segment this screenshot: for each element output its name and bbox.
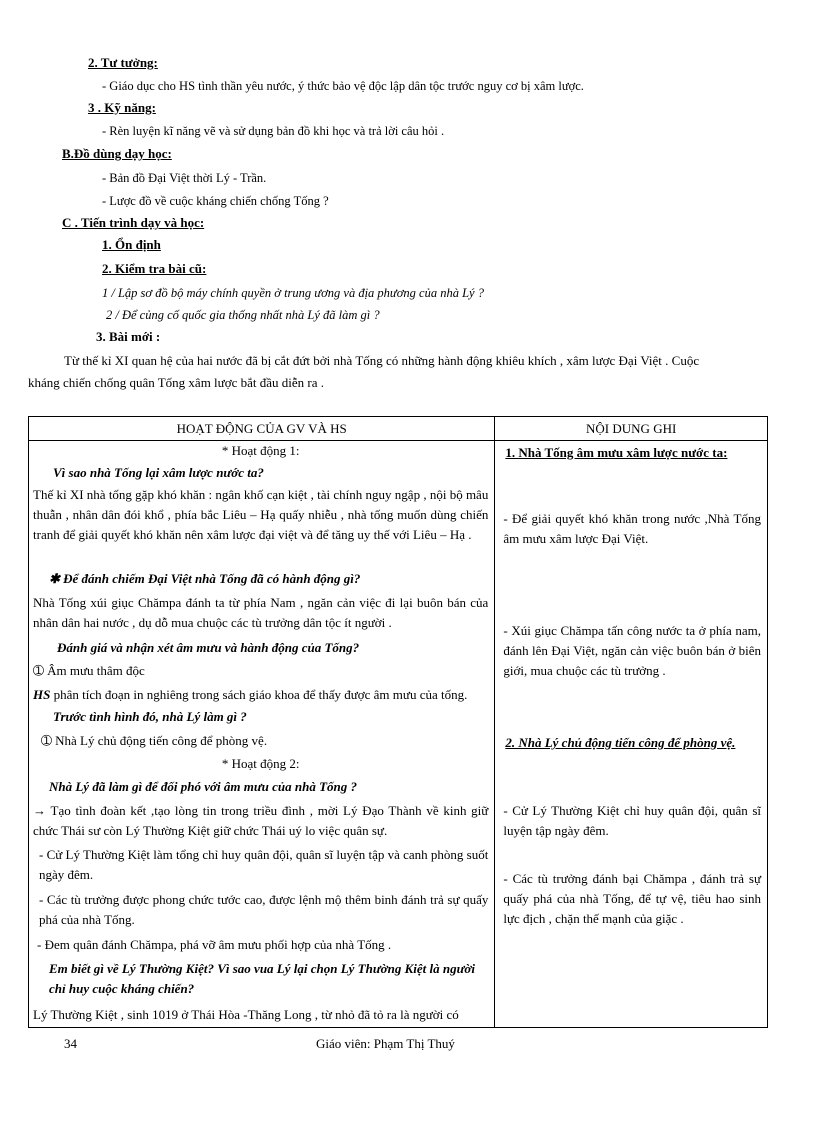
section-2-title: 2. Tư tưởng: bbox=[88, 55, 158, 70]
header-content: NỘI DUNG GHI bbox=[586, 421, 677, 436]
answer-champa: - Đem quân đánh Chămpa, phá vỡ âm mưu phối hợp của nhà Tống . bbox=[37, 937, 392, 952]
answer-evaluate-1: ➀ Âm mưu thâm độc bbox=[33, 663, 145, 678]
content-heading-2: 2. Nhà Lý chủ động tiến công để phòng vệ. bbox=[505, 735, 736, 750]
content-item-3: - Cử Lý Thường Kiệt chỉ huy quân đội, quân sĩ luyện tập ngày đêm. bbox=[503, 803, 761, 838]
content-heading-1: 1. Nhà Tống âm mưu xâm lược nước ta: bbox=[505, 445, 728, 460]
question-1: 1 / Lập sơ đồ bộ máy chính quyền ở trung ương và địa phương của nhà Lý ? bbox=[102, 286, 484, 300]
teacher-name: Giáo viên: Phạm Thị Thuý bbox=[316, 1036, 455, 1051]
answer-evaluate-2-text: phân tích đoạn in nghiêng trong sách giáo khoa để thấy được âm mưu của tống. bbox=[50, 687, 468, 702]
step-3-title: 3. Bài mới : bbox=[96, 329, 161, 344]
answer-actions: Nhà Tống xúi giục Chămpa đánh ta từ phía Nam , ngăn cản việc đi lại buôn bán của nhân dân hai nước , dụ dỗ mua chuộc các tù trưởng dân tộc ít người . bbox=[33, 595, 489, 630]
question-ly-thuong-kiet: Em biết gì về Lý Thường Kiệt? Vì sao vua Lý lại chọn Lý Thường Kiệt là người chỉ huy cuộc kháng chiến? bbox=[49, 961, 475, 996]
intro-paragraph-line-2: kháng chiến chống quân Tống xâm lược bắt đầu diễn ra . bbox=[28, 375, 324, 390]
content-item-1: - Để giải quyết khó khăn trong nước ,Nhà Tống âm mưu xâm lược Đại Việt. bbox=[503, 511, 761, 546]
answer-why-invade: Thế kỉ XI nhà tống gặp khó khăn : ngân khố cạn kiệt , tài chính nguy ngập , nội bộ mâu thuẫn , nhân dân đói khổ , phía bắc Liêu – Hạ quấy nhiễu , nhà tống muốn dùng chiến tranh để giải quyết khó khăn nên xâm lược đại việt và để tăng uy thế với Liêu – Hạ . bbox=[33, 487, 489, 542]
header-activities: HOẠT ĐỘNG CỦA GV VÀ HS bbox=[176, 421, 347, 436]
answer-commander: - Cử Lý Thường Kiệt làm tổng chỉ huy quân đội, quân sĩ luyện tập và canh phòng suốt ngày đêm. bbox=[39, 847, 489, 882]
question-why-invade: Vì sao nhà Tống lại xâm lược nước ta? bbox=[53, 465, 264, 480]
section-3-text: - Rèn luyện kĩ năng vẽ và sử dụng bản đồ khi học và trả lời câu hỏi . bbox=[102, 124, 445, 138]
activities-column bbox=[29, 441, 495, 1028]
hs-label: HS bbox=[33, 687, 51, 702]
section-b-item-1: - Bản đồ Đại Việt thời Lý - Trần. bbox=[102, 171, 267, 185]
content-item-2: - Xúi giục Chămpa tấn công nước ta ở phía nam, đánh lên Đại Việt, ngăn cản việc buôn bán ở biên giới, mua chuộc các tù trưởng . bbox=[503, 623, 761, 678]
header-right-cell bbox=[495, 417, 768, 441]
question-actions: ✱ Để đánh chiếm Đại Việt nhà Tống đã có hành động gì? bbox=[49, 571, 361, 586]
answer-unity: → Tạo tình đoàn kết ,tạo lòng tin trong triều đình , mời Lý Đạo Thành về kinh giữ chức Thái sư còn Lý Thường Kiệt giữ chức Thái uý lo việc quân sự. bbox=[33, 803, 489, 838]
section-b-item-2: - Lược đồ về cuộc kháng chiến chống Tống ? bbox=[102, 194, 329, 208]
question-before: Trước tình hình đó, nhà Lý làm gì ? bbox=[53, 709, 247, 724]
content-item-4: - Các tù trưởng đánh bại Chămpa , đánh trả sự quấy phá của nhà Tống, để tự vệ, tiêu hao sinh lực địch , chặn thế mạnh của giặc . bbox=[503, 871, 761, 926]
section-3-title: 3 . Kỹ năng: bbox=[88, 100, 156, 115]
question-evaluate: Đánh giá và nhận xét âm mưu và hành động của Tống? bbox=[57, 640, 360, 655]
answer-chieftains: - Các tù trưởng được phong chức tước cao, được lệnh mộ thêm binh đánh trả sự quấy phá của nhà Tống. bbox=[39, 892, 489, 927]
answer-ly-thuong-kiet: Lý Thường Kiệt , sinh 1019 ở Thái Hòa -Thăng Long , từ nhỏ đã tỏ ra là người có bbox=[33, 1007, 459, 1022]
intro-paragraph-line-1: Từ thế kỉ XI quan hệ của hai nước đã bị cắt đứt bởi nhà Tống có những hành động khiêu khích , xâm lược Đại Việt . Cuộc bbox=[64, 353, 700, 368]
answer-before: ➀ Nhà Lý chủ động tiến công để phòng vệ. bbox=[41, 733, 268, 748]
question-what-did: Nhà Lý đã làm gì để đối phó với âm mưu của nhà Tống ? bbox=[49, 779, 358, 794]
activity-1-title: * Hoạt động 1: bbox=[221, 443, 300, 458]
page-number: 34 bbox=[64, 1036, 77, 1051]
activity-2-title: * Hoạt động 2: bbox=[221, 756, 300, 771]
section-b-title: B.Đồ dùng dạy học: bbox=[62, 146, 172, 161]
section-2-text: - Giáo dục cho HS tình thần yêu nước, ý thức bảo vệ độc lập dân tộc trước nguy cơ bị xâm lược. bbox=[102, 79, 584, 93]
content-column bbox=[495, 441, 768, 1028]
answer-evaluate-2 bbox=[33, 685, 488, 705]
question-2: 2 / Để củng cố quốc gia thống nhất nhà Lý đã làm gì ? bbox=[106, 308, 380, 322]
header-left-cell bbox=[29, 417, 495, 441]
step-2-title: 2. Kiểm tra bài cũ: bbox=[102, 261, 207, 276]
lesson-table bbox=[28, 416, 768, 1028]
section-c-title: C . Tiến trình dạy và học: bbox=[62, 215, 205, 230]
step-1-title: 1. Ổn định bbox=[102, 237, 161, 252]
